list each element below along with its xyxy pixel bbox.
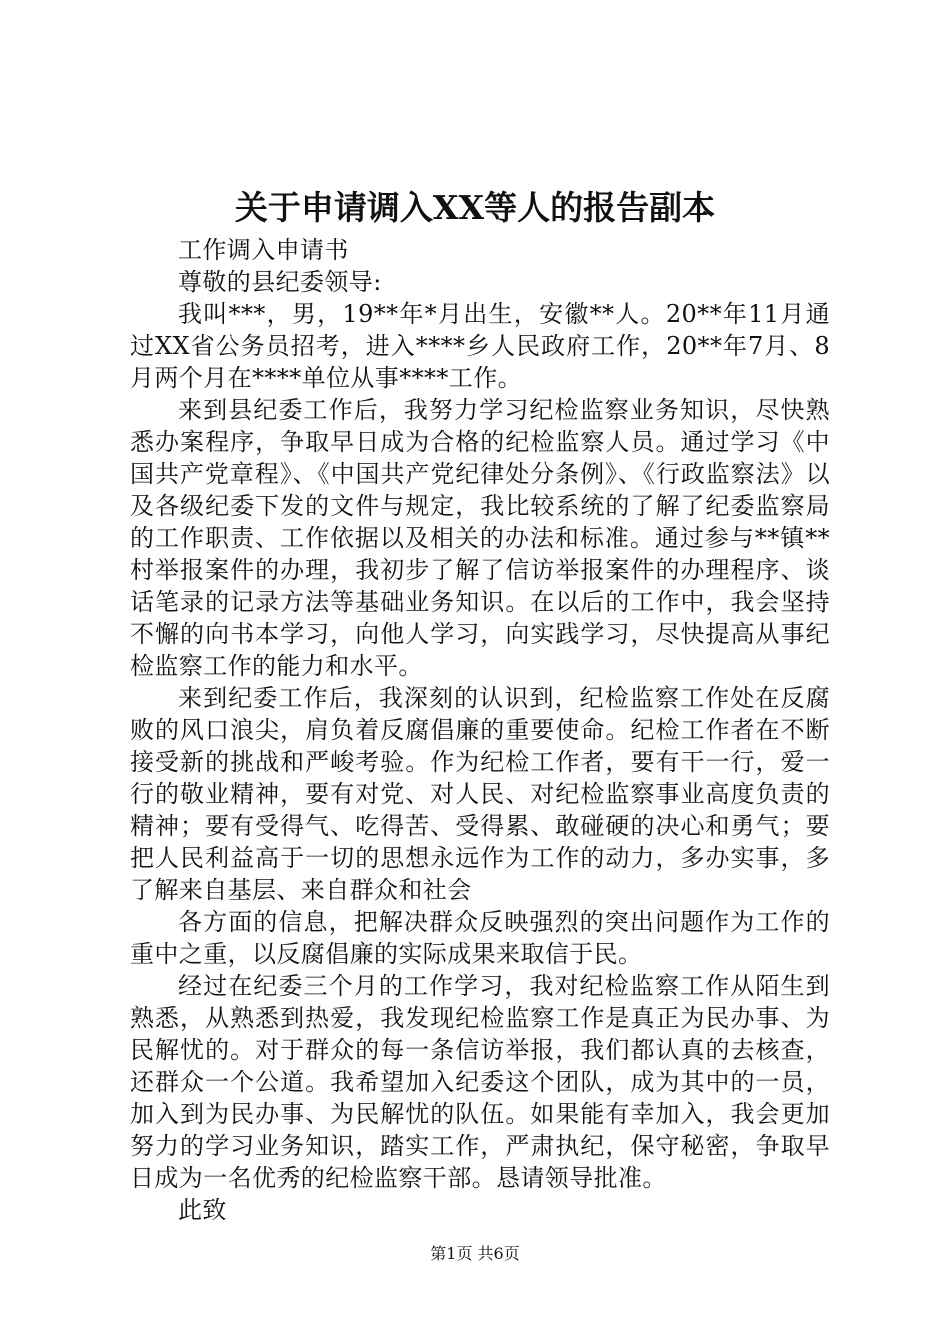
paragraph-salutation: 尊敬的县纪委领导: <box>178 268 382 296</box>
paragraph-learning: 来到县纪委工作后，我努力学习纪检监察业务知识，尽快熟悉办案程序，争取早日成为合格的纪检监察人员。通过学习《中国共产党章程》、《中国共产党纪律处分条例》、《行政监察法》以及各级纪委下发的文件与规定，我比较系统的了解了纪委监察局的工作职责、工作依据以及相关的办法和标准。通过参与**镇**村举报案件的办理，我初步了解了信访举报案件的办理程序、谈话笔录的记录方法等基础业务知识。在以后的工作中，我会坚持不懈的向书本学习，向他人学习，向实践学习，尽快提高从事纪检监察工作的能力和水平。 <box>130 396 830 680</box>
paragraph-heading: 工作调入申请书 <box>178 236 349 264</box>
document-body <box>130 234 830 1226</box>
paragraph-request: 经过在纪委三个月的工作学习，我对纪检监察工作从陌生到熟悉，从熟悉到热爱，我发现纪检监察工作是真正为民办事、为民解忧的。对于群众的每一条信访举报，我们都认真的去核查，还群众一个公道。我希望加入纪委这个团队，成为其中的一员，加入到为民办事、为民解忧的队伍。如果能有幸加入，我会更加努力的学习业务知识，踏实工作，严肃执纪，保守秘密，争取早日成为一名优秀的纪检监察干部。恳请领导批准。 <box>130 972 830 1192</box>
document-title: 关于申请调入XX等人的报告副本 <box>234 188 716 227</box>
paragraph-understanding: 来到纪委工作后，我深刻的认识到，纪检监察工作处在反腐败的风口浪尖，肩负着反腐倡廉的重要使命。纪检工作者在不断接受新的挑战和严峻考验。作为纪检工作者，要有干一行，爱一行的敬业精神，要有对党、对人民、对纪检监察事业高度负责的精神；要有受得气、吃得苦、受得累、敢碰硬的决心和勇气；要把人民利益高于一切的思想永远作为工作的动力，多办实事，多了解来自基层、来自群众和社会 <box>130 684 830 904</box>
paragraph-continuation: 各方面的信息，把解决群众反映强烈的突出问题作为工作的重中之重，以反腐倡廉的实际成果来取信于民。 <box>130 908 830 968</box>
paragraph-closing: 此致 <box>178 1196 227 1224</box>
paragraph-introduction: 我叫***，男，19**年*月出生，安徽**人。20**年11月通过XX省公务员招考，进入****乡人民政府工作，20**年7月、8月两个月在****单位从事****工作。 <box>130 300 830 392</box>
page-number-footer: 第1页 共6页 <box>430 1244 520 1263</box>
